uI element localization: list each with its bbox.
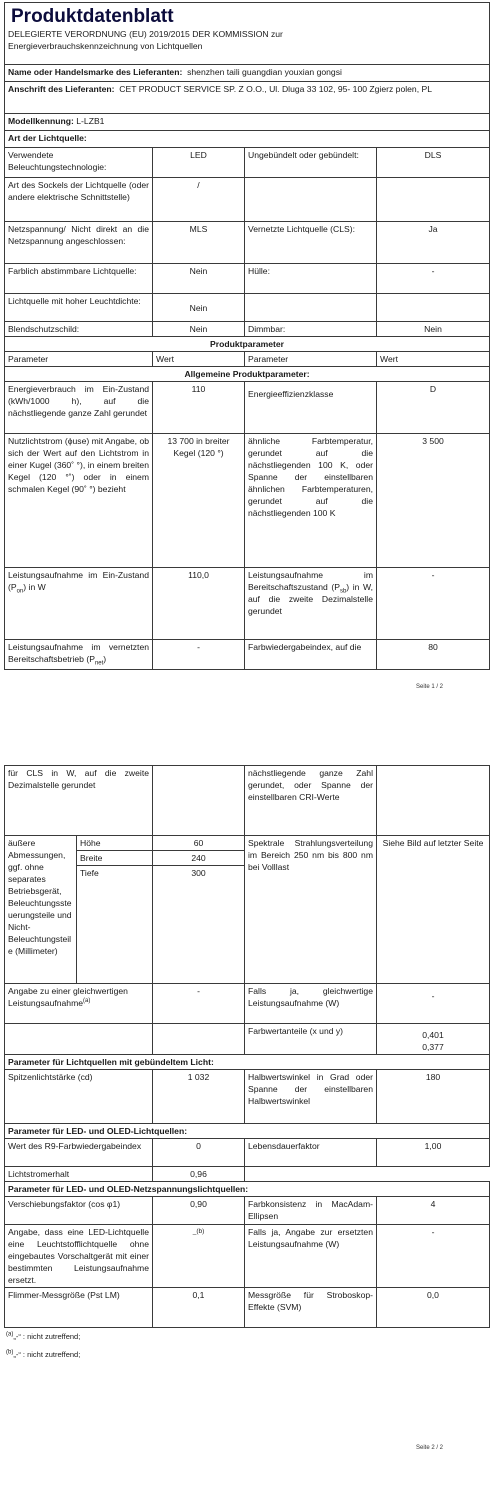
empty-cell [245,1167,377,1182]
cct-value: 3 500 [377,434,490,568]
supplier-name-row [5,65,490,82]
regulation-line-1: DELEGIERTE VERORDNUNG (EU) 2019/2015 DER KOMMISSION zur [8,29,283,39]
depth-label: Tiefe [77,866,153,984]
equivalent-value: - [153,984,245,1024]
equivalent-falls-value: - [377,984,490,1024]
model-row [5,114,490,131]
datasheet-table-page2 [4,765,490,1328]
energy-value: 110 [153,382,245,434]
supplier-address-value: CET PRODUCT SERVICE SP. Z O.O., Ul. Dluga 33 102, 95- 100 Zgierz polen, PL [119,84,432,94]
psb-label: Leistungsaufnahme im Bereitschaftszustand $(P_{sb})$ in W, auf die zweite Dezimalstelle gerundet [245,568,377,640]
model-value: L-LZB1 [76,116,105,126]
chroma-label: Farbwertanteile (x und y) [245,1024,377,1055]
cri-value: 80 [377,640,490,670]
general-params-heading: Allgemeine Produktparameter: [5,367,490,382]
page-number-2: Seite 2 / 2 [416,1445,444,1451]
lifetime-value: 1,00 [377,1139,490,1167]
beam-angle-label: Halbwertswinkel in Grad oder Spanne der einstellbaren Halbwertswinkel [245,1070,377,1124]
page-number-1: Seite 1 / 2 [416,684,444,690]
col-param-header: Parameter [245,352,377,367]
tech-label: Verwendete Beleuchtungstechnologie: [5,148,153,178]
height-label: Höhe [77,836,153,851]
power-factor-value: 0,90 [153,1197,245,1225]
spd-value: Siehe Bild auf letzter Seite [377,836,490,984]
datasheet-page-2 [4,765,489,1328]
socket-label: Art des Sockels der Lichtquelle (oder andere elektrische Schnittstelle) [5,178,153,222]
cct-label: ähnliche Farbtemperatur, gerundet auf die nächstliegenden 100 K, oder Spanne der einstellbaren ähnlichen Farbtemperaturen, gerundet auf die nächstliegenden 100 K [245,434,377,568]
energy-label: Energieverbrauch im Ein-Zustand (kWh/1000 h), auf die nächstliegende ganze Zahl gerundet [5,382,153,434]
empty-cell [245,294,377,322]
led-oled-heading: Parameter für LED- und OLED-Lichtquellen: [5,1124,490,1139]
cls-value: Ja [377,222,490,264]
chroma-x-value: 0,401 [422,1030,444,1040]
cri-label: Farbwiedergabeindex, auf die [245,640,377,670]
equivalent-falls-label: Falls ja, gleichwertige Leistungsaufnahme (W) [245,984,377,1024]
r9-value: 0 [153,1139,245,1167]
pnet-label-continued: für CLS in W, auf die zweite Dezimalstelle gerundet [5,766,153,836]
supplier-address-label: Anschrift des Lieferanten: [8,84,115,94]
peak-intensity-value: 1 032 [153,1070,245,1124]
directional-heading: Parameter für Lichtquellen mit gebündeltem Licht: [5,1055,490,1070]
high-lum-label: Lichtquelle mit hoher Leuchtdichte: [5,294,153,322]
empty-cell [377,294,490,322]
psb-value: - [377,568,490,640]
maintenance-label: Lichtstromerhalt [5,1167,153,1182]
spd-label: Spektrale Strahlungsverteilung im Bereich 250 nm bis 800 nm bei Volllast [245,836,377,984]
bundled-label: Ungebündelt oder gebündelt: [245,148,377,178]
chroma-values [377,1024,490,1055]
pon-label: Leistungsaufnahme im Ein-Zustand $(P_{on})$ in W [5,568,153,640]
pnet-label: Leistungsaufnahme im vernetzten Bereitschaftsbetrieb $(P_{net})$ [5,640,153,670]
socket-value: / [153,178,245,222]
product-params-heading: Produktparameter [5,337,490,352]
tunable-label: Farblich abstimmbare Lichtquelle: [5,264,153,294]
regulation-line-2: Energieverbrauchskennzeichnung von Lichtquellen [8,41,203,51]
empty-cell [377,1167,490,1182]
mains-value: MLS [153,222,245,264]
footnote-b: $^{(b)}$„-“ : nicht zutreffend; [6,1349,81,1359]
col-value-header: Wert [153,352,245,367]
chroma-y-value: 0,377 [422,1042,444,1052]
light-source-heading: Art der Lichtquelle: [5,131,490,148]
lifetime-label: Lebensdauerfaktor [245,1139,377,1167]
glare-label: Blendschutzschild: [5,322,153,337]
high-lum-value: Nein [153,294,245,322]
flux-label: Nutzlichtstrom (ϕuse) mit Angabe, ob sich der Wert auf den Lichtstrom in einer Kugel (360˚ °), in einem breiten Kegel (120 °˚) oder in einem schmalen Kegel (90˚ °) bezieht [5,434,153,568]
flicker-value: 0,1 [153,1288,245,1328]
dimensions-label: äußere Abmessungen, ggf. ohne separates Betriebsgerät, Beleuchtungssteuerungsteile und Nicht-Beleuchtungsteile (Millimeter) [5,836,77,984]
width-value: 240 [153,851,245,866]
empty-cell [153,1024,245,1055]
tech-value: LED [153,148,245,178]
envelope-value: - [377,264,490,294]
svm-label: Messgröße für Stroboskop-Effekte (SVM) [245,1288,377,1328]
envelope-label: Hülle: [245,264,377,294]
equivalent-label: Angabe zu einer gleichwertigen Leistungsaufnahme$^{(a)}$ [5,984,153,1024]
empty-cell [5,1024,153,1055]
macadam-label: Farbkonsistenz in MacAdam-Ellipsen [245,1197,377,1225]
maintenance-value: 0,96 [153,1167,245,1182]
pnet-value: - [153,640,245,670]
empty-cell [245,178,377,222]
empty-cell [377,766,490,836]
empty-cell [153,766,245,836]
page-title: Produktdatenblatt [11,6,174,27]
tunable-value: Nein [153,264,245,294]
header-cell [5,3,490,65]
supplier-name-label: Name oder Handelsmarke des Lieferanten: [8,67,183,77]
depth-value: 300 [153,866,245,984]
retrofit-falls-label: Falls ja, Angabe zur ersetzten Leistungsaufnahme (W) [245,1225,377,1288]
model-label: Modellkennung: [8,116,74,126]
power-factor-label: Verschiebungsfaktor (cos φ1) [5,1197,153,1225]
eff-class-label: Energieeffizienzklasse [245,382,377,434]
bundled-value: DLS [377,148,490,178]
peak-intensity-label: Spitzenlichtstärke (cd) [5,1070,153,1124]
svm-value: 0,0 [377,1288,490,1328]
datasheet-table-page1 [4,2,490,670]
col-value-header: Wert [377,352,490,367]
eff-class-value: D [377,382,490,434]
retrofit-falls-value: - [377,1225,490,1288]
mains-label: Netzspannung/ Nicht direkt an die Netzspannung angeschlossen: [5,222,153,264]
height-value: 60 [153,836,245,851]
cri-label-continued: nächstliegende ganze Zahl gerundet, oder Spanne der einstellbaren CRI-Werte [245,766,377,836]
flux-value: 13 700 in breiter Kegel (120 °) [153,434,245,568]
led-mains-heading: Parameter für LED- und OLED-Netzspannungslichtquellen: [5,1182,490,1197]
supplier-address-row [5,82,490,114]
macadam-value: 4 [377,1197,490,1225]
col-param-header: Parameter [5,352,153,367]
pon-value: 110,0 [153,568,245,640]
footnote-a: $^{(a)}$„-“ : nicht zutreffend; [6,1331,81,1341]
cls-label: Vernetzte Lichtquelle (CLS): [245,222,377,264]
supplier-name-value: shenzhen taili guangdian youxian gongsi [187,67,342,77]
datasheet-page-1 [4,2,489,670]
dimmable-label: Dimmbar: [245,322,377,337]
retrofit-value: _(b) [153,1225,245,1288]
r9-label: Wert des R9-Farbwiedergabeindex [5,1139,153,1167]
beam-angle-value: 180 [377,1070,490,1124]
width-label: Breite [77,851,153,866]
dimmable-value: Nein [377,322,490,337]
retrofit-label: Angabe, dass eine LED-Lichtquelle eine Leuchtstofflichtquelle ohne eingebautes Vorschaltgerät mit einer bestimmten Leistungsaufnahme ersetzt. [5,1225,153,1288]
empty-cell [377,178,490,222]
glare-value: Nein [153,322,245,337]
flicker-label: Flimmer-Messgröße (Pst LM) [5,1288,153,1328]
